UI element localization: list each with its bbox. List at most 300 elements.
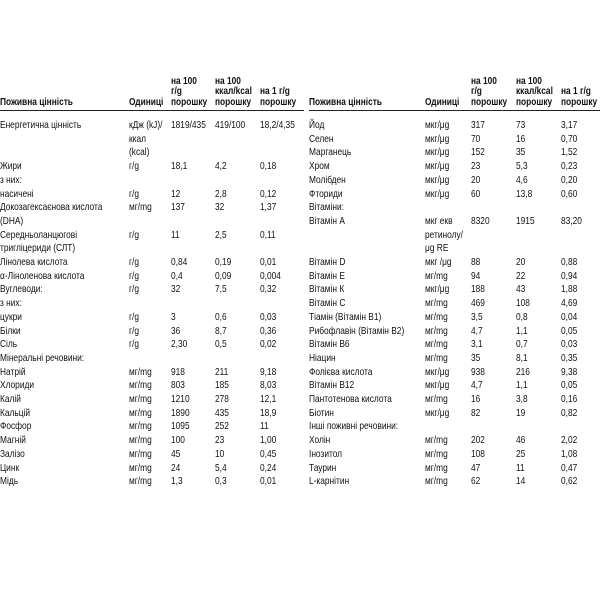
value-per-100g: 803 (170, 380, 185, 392)
header-per-1g: на 1 г/g порошку (560, 86, 597, 108)
nutrient-name: L-карнітин (309, 476, 350, 488)
unit-cell (129, 297, 163, 311)
value-per-100kcal (215, 174, 252, 188)
value-per-100kcal: 4,6 (515, 174, 528, 186)
nutrition-table-right (309, 64, 600, 489)
value-per-100g: 36 (170, 325, 181, 337)
value-per-100g: 4,7 (471, 380, 484, 392)
unit-cell (129, 174, 163, 188)
nutrient-name: насичені (0, 188, 34, 200)
value-per-100g: 20 (471, 174, 481, 186)
header-nutrient: Поживна цінність (309, 96, 382, 108)
unit-cell: мкг/μg (425, 188, 450, 200)
value-per-100kcal: 2,5 (214, 229, 227, 241)
header-nutrient: Поживна цінність (0, 96, 73, 108)
value-per-100kcal: 5,4 (214, 462, 227, 474)
nutrient-name: Сіль (0, 339, 18, 351)
unit-cell: мг/mg (128, 448, 152, 460)
nutrient-name: Натрій (0, 366, 26, 378)
table-row (0, 475, 304, 489)
value-per-100g: 60 (471, 188, 481, 200)
value-per-100g: 938 (471, 366, 486, 378)
nutrient-name: Фосфор (0, 421, 32, 433)
value-per-100kcal: 216 (515, 366, 530, 378)
value-per-100g: 8320 (471, 215, 491, 227)
unit-cell: г/g (128, 325, 139, 337)
value-per-100g: 202 (471, 435, 486, 447)
value-per-100g: 4,7 (471, 325, 484, 337)
value-per-100g: 1,3 (170, 476, 183, 488)
value-per-100g: 137 (170, 202, 185, 214)
value-per-100g: 918 (170, 366, 185, 378)
nutrient-name: Селен (309, 133, 334, 145)
value-per-1g: 0,36 (259, 325, 277, 337)
value-per-1g: 0,03 (259, 311, 277, 323)
nutrient-name: Мінеральні речовини: (0, 352, 85, 364)
value-per-1g: 9,18 (259, 366, 277, 378)
value-per-100g: 45 (170, 448, 181, 460)
value-per-100g: 1819/435 (170, 120, 206, 131)
nutrient-name: Інші поживні речовини: (309, 421, 399, 433)
table-row (309, 325, 600, 339)
value-per-1g (260, 174, 296, 188)
nutrient-name: Енергетична цінність (0, 120, 82, 131)
value-per-100kcal: 16 (515, 133, 525, 145)
value-per-100kcal: 419/100 (214, 120, 246, 131)
unit-cell: мг/mg (425, 270, 448, 282)
nutrient-name: Вітамін Е (309, 270, 345, 282)
unit-cell (129, 352, 163, 366)
value-per-1g: 0,04 (560, 311, 577, 323)
table-row (0, 420, 304, 434)
value-per-100g: 152 (471, 147, 486, 159)
value-per-100kcal: 0,7 (515, 339, 528, 351)
table-row (309, 475, 600, 489)
value-per-1g: 2,02 (560, 435, 577, 447)
table-row (0, 379, 304, 393)
value-per-1g: 0,62 (560, 476, 577, 488)
nutrient-name: з них: (0, 174, 22, 186)
unit-cell: г/g (128, 257, 139, 269)
value-per-1g: 0,05 (560, 325, 577, 337)
value-per-100g: 94 (471, 270, 481, 282)
unit-cell: мг/mg (128, 421, 152, 433)
table-row (0, 407, 304, 421)
nutrient-name: Холін (309, 435, 331, 447)
value-per-1g: 9,38 (560, 366, 577, 378)
nutrient-name: Біотин (309, 407, 334, 419)
value-per-100kcal: 23 (214, 435, 225, 447)
nutrient-name: Пантотенова кислота (309, 394, 392, 406)
nutrient-name: Вітамін В12 (309, 380, 355, 392)
value-per-1g: 0,004 (259, 270, 281, 282)
table-row (309, 311, 600, 325)
table-row (309, 146, 600, 160)
value-per-1g: 0,70 (560, 133, 577, 145)
table-row (0, 311, 304, 325)
table-row (309, 338, 600, 352)
value-per-100kcal: 8,1 (515, 352, 528, 364)
nutrient-name: Цинк (0, 462, 20, 474)
header-unit: Одиниці (128, 96, 164, 108)
header-per-100g: на 100 г/g порошку (471, 75, 508, 108)
nutrient-name: Хлориди (0, 380, 35, 392)
table-row (309, 448, 600, 462)
value-per-1g: 0,47 (560, 462, 577, 474)
nutrient-name: Мідь (0, 476, 19, 488)
value-per-100g: 24 (170, 462, 181, 474)
value-per-1g: 0,01 (259, 476, 277, 488)
value-per-100kcal: 0,3 (214, 476, 227, 488)
table-row (0, 338, 304, 352)
value-per-1g: 0,20 (560, 174, 577, 186)
value-per-1g: 18,2/4,35 (259, 120, 295, 131)
nutrient-name: Середньоланцюгові тригліцериди (СЛТ) (0, 229, 78, 255)
nutrient-name: Інозитол (309, 448, 343, 460)
value-per-1g: 1,08 (560, 448, 577, 460)
header-per-100kcal: на 100 ккал/kcal порошку (515, 75, 553, 108)
nutrition-rows-left (0, 111, 304, 489)
value-per-1g: 18,9 (259, 407, 277, 419)
header-unit: Одиниці (425, 96, 460, 108)
value-per-100g: 18,1 (170, 161, 188, 173)
value-per-1g: 0,11 (259, 229, 276, 241)
value-per-100kcal: 0,8 (515, 311, 528, 323)
nutrient-name: Хром (309, 161, 330, 173)
value-per-100g: 3,1 (471, 339, 484, 351)
value-per-1g: 0,18 (259, 161, 277, 173)
value-per-100g: 62 (471, 476, 481, 488)
unit-cell (425, 201, 463, 215)
nutrient-name: Таурин (309, 462, 337, 474)
header-per-1g: на 1 г/g порошку (259, 86, 297, 108)
unit-cell: мг/mg (425, 394, 448, 406)
value-per-100g: 47 (471, 462, 481, 474)
unit-cell: мг/mg (128, 407, 152, 419)
nutrient-name: Калій (0, 394, 21, 406)
table-row (309, 201, 600, 215)
table-row (0, 111, 304, 161)
value-per-100kcal: 435 (214, 407, 229, 419)
value-per-100g: 35 (471, 352, 481, 364)
nutrient-name: Фториди (309, 188, 343, 200)
nutrient-name: з них: (0, 298, 22, 310)
table-header-row (0, 64, 304, 111)
nutrient-name: Ніацин (309, 352, 336, 364)
value-per-100g: 108 (471, 448, 486, 460)
value-per-1g: 0,02 (259, 339, 277, 351)
table-row (309, 270, 600, 284)
table-row (0, 283, 304, 297)
value-per-100kcal: 252 (214, 421, 229, 433)
unit-cell: г/g (128, 188, 139, 200)
value-per-100kcal: 11 (515, 462, 525, 474)
value-per-100kcal: 73 (515, 120, 525, 131)
unit-cell: мг/mg (128, 435, 152, 447)
value-per-100kcal: 14 (515, 476, 525, 488)
table-row (309, 215, 600, 256)
nutrient-name: Йод (309, 120, 325, 131)
value-per-100kcal: 4,2 (214, 161, 227, 173)
value-per-100kcal: 1,1 (515, 325, 528, 337)
unit-cell: мг/mg (425, 311, 448, 323)
table-row (309, 133, 600, 147)
value-per-1g: 83,20 (560, 215, 582, 227)
unit-cell: мкг/μg (425, 133, 450, 145)
nutrient-name: Залізо (0, 448, 25, 460)
nutrient-name: Марганець (309, 147, 352, 159)
unit-cell: мкг/μg (425, 407, 450, 419)
value-per-100kcal: 8,7 (214, 325, 227, 337)
unit-cell: мкг екв ретинолу/μg RE (425, 215, 464, 255)
value-per-100g: 32 (170, 284, 181, 296)
table-row (0, 256, 304, 270)
value-per-1g: 0,45 (259, 448, 277, 460)
unit-cell: мг/mg (425, 298, 448, 310)
value-per-100g: 11 (170, 229, 180, 241)
table-row (0, 174, 304, 188)
value-per-1g: 0,05 (560, 380, 577, 392)
unit-cell: мг/mg (425, 462, 448, 474)
table-row (309, 283, 600, 297)
value-per-1g: 11 (259, 421, 269, 433)
value-per-1g: 0,12 (259, 188, 277, 200)
value-per-1g: 0,60 (560, 188, 577, 200)
unit-cell: мг/mg (425, 325, 448, 337)
value-per-100kcal: 0,5 (214, 339, 227, 351)
value-per-100g: 12 (170, 188, 181, 200)
table-row (309, 393, 600, 407)
table-row (309, 434, 600, 448)
value-per-100g: 1095 (170, 421, 190, 433)
value-per-100kcal: 25 (515, 448, 525, 460)
unit-cell: мкг/μg (425, 366, 450, 378)
unit-cell: мг/mg (425, 339, 448, 351)
value-per-100g: 82 (471, 407, 481, 419)
nutrient-name: Вітаміни: (309, 202, 345, 214)
value-per-1g (260, 297, 296, 311)
nutrient-name: Жири (0, 161, 22, 173)
unit-cell (425, 420, 463, 434)
nutrient-name: Рибофлавін (Вітамін В2) (309, 325, 405, 337)
table-row (309, 174, 600, 188)
table-row (309, 352, 600, 366)
value-per-1g: 0,03 (560, 339, 577, 351)
value-per-1g (260, 352, 296, 366)
unit-cell: мг/mg (425, 435, 448, 447)
unit-cell: мкг/μg (425, 284, 450, 296)
value-per-100kcal: 185 (214, 380, 229, 392)
value-per-100kcal: 1915 (515, 215, 535, 227)
value-per-100kcal: 0,6 (214, 311, 227, 323)
table-row (0, 201, 304, 228)
value-per-1g: 0,35 (560, 352, 577, 364)
value-per-1g: 0,01 (259, 257, 277, 269)
value-per-100g: 2,30 (170, 339, 188, 351)
value-per-100g: 3 (170, 311, 176, 323)
table-row (309, 256, 600, 270)
unit-cell: мг/mg (425, 352, 448, 364)
table-row (0, 352, 304, 366)
value-per-1g: 4,69 (560, 298, 577, 310)
unit-cell: г/g (128, 311, 139, 323)
unit-cell: г/g (128, 161, 139, 173)
value-per-100g: 88 (471, 257, 481, 269)
header-per-100kcal: на 100 ккал/kcal порошку (214, 75, 252, 108)
nutrient-name: Фолієва кислота (309, 366, 373, 378)
value-per-100g (171, 174, 207, 188)
value-per-100g: 23 (471, 161, 481, 173)
table-row (0, 462, 304, 476)
value-per-100kcal: 10 (214, 448, 225, 460)
table-row (0, 297, 304, 311)
table-row (309, 188, 600, 202)
value-per-100kcal: 3,8 (515, 394, 528, 406)
value-per-1g: 1,88 (560, 284, 577, 296)
value-per-100kcal: 20 (515, 257, 525, 269)
nutrient-name: α-Ліноленова кислота (0, 270, 85, 282)
value-per-100g: 1210 (170, 394, 190, 406)
value-per-100g: 16 (471, 394, 481, 406)
value-per-1g: 0,94 (560, 270, 577, 282)
nutrition-rows-right (309, 111, 600, 489)
value-per-1g: 0,32 (259, 284, 277, 296)
unit-cell: мг/mg (128, 380, 152, 392)
value-per-100g: 70 (471, 133, 481, 145)
unit-cell: мкг/μg (425, 147, 450, 159)
value-per-100kcal: 0,19 (214, 257, 232, 269)
value-per-100kcal (215, 297, 252, 311)
nutrient-name: Молібден (309, 174, 346, 186)
nutrient-name: цукри (0, 311, 22, 323)
unit-cell: мг/mg (425, 476, 448, 488)
value-per-1g: 0,23 (560, 161, 577, 173)
table-row (0, 270, 304, 284)
value-per-100g (171, 297, 207, 311)
unit-cell: г/g (128, 270, 139, 282)
value-per-100kcal: 19 (515, 407, 525, 419)
value-per-1g: 1,00 (259, 435, 277, 447)
table-row (309, 297, 600, 311)
value-per-1g: 0,24 (259, 462, 277, 474)
nutrient-name: Магній (0, 435, 26, 447)
table-row (0, 448, 304, 462)
nutrient-name: Вітамін К (309, 284, 345, 296)
value-per-1g: 0,88 (560, 257, 577, 269)
value-per-100kcal: 43 (515, 284, 525, 296)
value-per-100kcal (516, 201, 553, 215)
unit-cell: мг/mg (425, 448, 448, 460)
unit-cell: г/g (128, 339, 139, 351)
value-per-1g: 3,17 (560, 120, 577, 131)
table-header-row (309, 64, 600, 111)
unit-cell: мкг/μg (425, 120, 450, 131)
nutrient-name: Вітамін D (309, 257, 346, 269)
unit-cell: мкг/μg (425, 161, 450, 173)
nutrient-name: Кальцій (0, 407, 31, 419)
nutrient-name: Вітамін В6 (309, 339, 350, 351)
value-per-1g: 8,03 (259, 380, 277, 392)
value-per-100kcal (516, 420, 553, 434)
value-per-1g (561, 420, 597, 434)
value-per-100g: 317 (471, 120, 486, 131)
unit-cell: г/g (128, 229, 139, 241)
unit-cell: мкг /μg (425, 257, 452, 269)
table-row (309, 160, 600, 174)
unit-cell: мг/mg (128, 202, 152, 214)
value-per-1g: 1,37 (259, 202, 277, 214)
nutrient-name: Вітамін С (309, 298, 346, 310)
value-per-100kcal: 278 (214, 394, 229, 406)
value-per-100kcal: 1,1 (515, 380, 528, 392)
unit-cell: мг/mg (128, 394, 152, 406)
unit-cell: мкг/μg (425, 174, 450, 186)
table-row (309, 462, 600, 476)
value-per-100kcal: 32 (214, 202, 225, 214)
value-per-100kcal: 5,3 (515, 161, 528, 173)
right-nutrition-panel (309, 64, 600, 489)
value-per-100g: 188 (471, 284, 486, 296)
table-row (0, 434, 304, 448)
value-per-100kcal: 0,09 (214, 270, 232, 282)
value-per-100g: 469 (471, 298, 486, 310)
nutrient-name: Докозагексаєнова кислота (DHA) (0, 202, 103, 227)
header-per-100g: на 100 г/g порошку (170, 75, 207, 108)
value-per-1g: 0,16 (560, 394, 577, 406)
nutrient-name: Лінолева кислота (0, 257, 68, 269)
value-per-100kcal: 108 (515, 298, 530, 310)
table-row (309, 407, 600, 421)
nutrient-name: Вуглеводи: (0, 284, 43, 296)
value-per-100kcal: 7,5 (214, 284, 227, 296)
value-per-100g: 1890 (170, 407, 190, 419)
value-per-100kcal: 22 (515, 270, 525, 282)
table-row (309, 379, 600, 393)
value-per-1g: 12,1 (259, 394, 277, 406)
table-row (0, 188, 304, 202)
value-per-100g (471, 201, 507, 215)
value-per-100g: 0,4 (170, 270, 183, 282)
unit-cell: мкг/μg (425, 380, 450, 392)
nutrition-table-left (0, 64, 304, 489)
value-per-100kcal (215, 352, 252, 366)
unit-cell: мг/mg (128, 476, 152, 488)
unit-cell: г/g (128, 284, 139, 296)
table-row (0, 393, 304, 407)
table-row (309, 420, 600, 434)
value-per-100kcal: 211 (214, 366, 229, 378)
unit-cell: кДж (kJ)/ ккал (kcal) (128, 120, 163, 159)
nutrient-name: Вітамін А (309, 215, 345, 227)
value-per-100kcal: 35 (515, 147, 525, 159)
nutrient-name: Білки (0, 325, 21, 337)
value-per-100kcal: 46 (515, 435, 525, 447)
table-row (0, 160, 304, 174)
table-row (309, 111, 600, 133)
unit-cell: мг/mg (128, 462, 152, 474)
nutrient-name: Тіамін (Вітамін В1) (309, 311, 382, 323)
value-per-100kcal: 13,8 (515, 188, 532, 200)
value-per-100g: 100 (170, 435, 185, 447)
value-per-100g: 0,84 (170, 257, 188, 269)
unit-cell: мг/mg (128, 366, 152, 378)
table-row (0, 229, 304, 256)
table-row (0, 325, 304, 339)
value-per-100g (171, 352, 207, 366)
left-nutrition-panel (0, 64, 304, 489)
value-per-1g (561, 201, 597, 215)
value-per-100kcal: 2,8 (214, 188, 227, 200)
